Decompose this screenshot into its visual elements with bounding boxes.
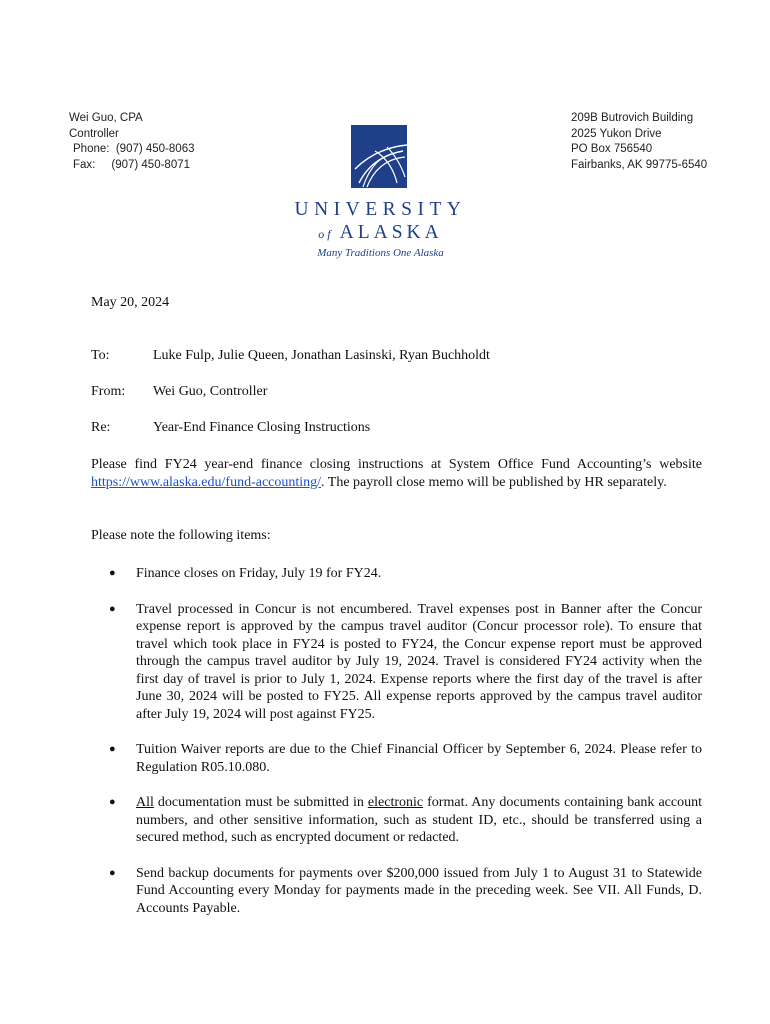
list-item — [109, 741, 702, 776]
list-item — [109, 794, 702, 847]
fax-number: (907) 450-8071 — [111, 158, 191, 171]
from-sender: Wei Guo, Controller — [153, 384, 268, 399]
intro-text-start: Please find FY24 year-end finance closing instructions at System Office Fund Accounting’s website — [91, 457, 702, 472]
logo-emblem-icon — [351, 125, 407, 188]
fax-label: Fax: — [73, 158, 96, 171]
list-item-text — [136, 795, 702, 845]
intro-paragraph — [91, 456, 702, 491]
bullet-icon: ● — [109, 743, 116, 755]
from-label: From: — [91, 384, 126, 399]
address-line-4: Fairbanks, AK 99775-6540 — [571, 158, 708, 171]
list-item — [109, 601, 702, 724]
to-label: To: — [91, 348, 110, 363]
phone-label: Phone: — [73, 143, 110, 155]
b4-rest-text: format. Any documents containing bank account numbers, and other sensitive information, such as student ID, etc., should be transferred using a secured method, such as encrypted document or redacted. — [136, 795, 702, 845]
re-subject: Year-End Finance Closing Instructions — [153, 420, 371, 435]
logo-university-text: UNIVERSITY — [294, 199, 467, 220]
logo-alaska-text: ALASKA — [339, 222, 443, 243]
note-paragraph: Please note the following items: — [91, 528, 271, 543]
list-item-text: Travel processed in Concur is not encumbered. Travel expenses post in Banner after the Concur expense report is approved by the campus travel auditor (Concur processor role). To ensure that travel which took place in FY24 is posted to FY24, the Concur expense report must be approved through the campus travel auditor by July 19, 2024. Travel is considered FY24 activity when the first day of travel is prior to July 1, 2024. Expense reports where the first day of the travel is after June 30, 2024 will be posted to FY25. All expense reports approved by the campus travel auditor after July 19, 2024 will post against FY25. — [136, 601, 702, 722]
sender-phone-line — [69, 142, 195, 158]
re-label: Re: — [91, 420, 111, 435]
bullet-icon: ● — [109, 796, 116, 808]
bullet-icon: ● — [109, 602, 116, 615]
list-item-text: Send backup documents for payments over $200,000 issued from July 1 to August 31 to Statewide Fund Accounting every Monday for payments made in the preceding week. See VII. All Funds, D. Accounts Payable. — [136, 865, 702, 916]
b4-mid-text: documentation must be submitted in — [153, 795, 368, 810]
university-logo — [273, 110, 488, 276]
memo-date: May 20, 2024 — [91, 295, 170, 310]
address-line-2: 2025 Yukon Drive — [571, 127, 662, 140]
logo-of-text: of — [318, 227, 334, 241]
sender-title: Controller — [69, 127, 119, 140]
sender-block — [69, 111, 195, 173]
electronic-emphasis: electronic — [367, 795, 424, 810]
to-recipients: Luke Fulp, Julie Queen, Jonathan Lasinski, Ryan Buchholdt — [153, 348, 490, 363]
bullet-icon: ● — [109, 866, 116, 879]
address-block — [571, 111, 707, 173]
bullet-icon: ● — [109, 567, 116, 579]
all-emphasis: All — [136, 795, 154, 810]
phone-number: (907) 450-8063 — [115, 143, 195, 155]
list-item — [109, 865, 702, 918]
sender-name: Wei Guo, CPA — [69, 112, 143, 124]
items-list — [109, 565, 702, 935]
list-item-text: Finance closes on Friday, July 19 for FY24. — [136, 566, 382, 581]
logo-tagline: Many Traditions One Alaska — [317, 247, 444, 259]
intro-text-end: . The payroll close memo will be published by HR separately. — [321, 474, 667, 490]
address-line-1: 209B Butrovich Building — [571, 112, 694, 124]
sender-fax-line — [69, 158, 195, 174]
fund-accounting-link[interactable]: https://www.alaska.edu/fund-accounting/ — [91, 474, 322, 490]
list-item-text: Tuition Waiver reports are due to the Chief Financial Officer by September 6, 2024. Please refer to Regulation R05.10.080. — [136, 742, 702, 775]
address-line-3: PO Box 756540 — [571, 143, 653, 155]
logo-of-alaska-line — [273, 222, 488, 244]
list-item — [109, 565, 702, 583]
